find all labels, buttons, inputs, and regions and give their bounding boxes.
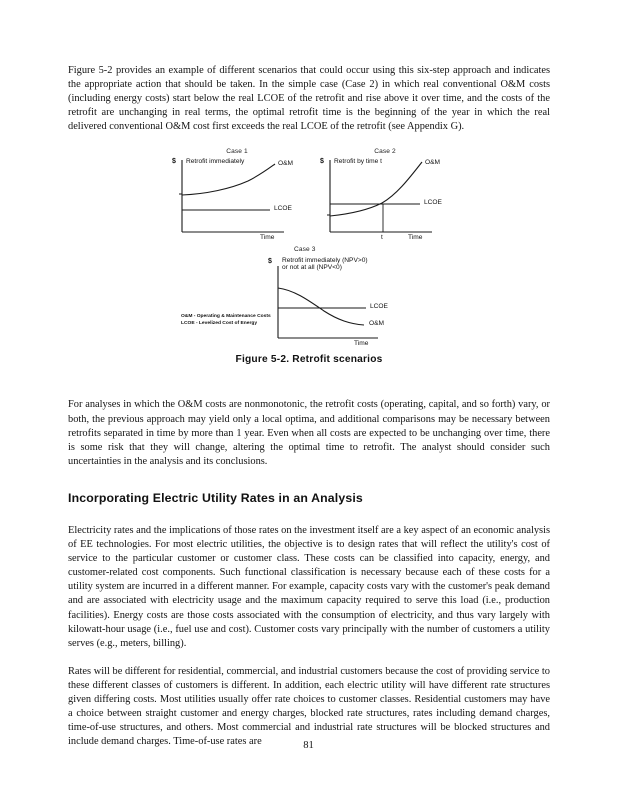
paragraph-2: For analyses in which the O&M costs are nonmonotonic, the retrofit costs (operating, capital, and so forth) vary, or both, the previous approach may yield only a local optima, and additional comparisons may be necessary between retrofits separated in time by more than 1 year. Even when all costs are expected to be unchanging over time, there is some risk that they will change, altering the optimal time to retrofit. The analyst should consider such uncertainties in the analysis and its conclusions. [68,399,550,467]
case-3-y-axis-label: $ [268,258,272,266]
case-2-series-lcoe-label: LCOE [424,199,442,207]
paragraph-4: Rates will be different for residential, commercial, and industrial customers because the cost of providing service to these different classes of customers is different. In addition, each electric utility will have different rate structures given differing costs. Most utilities usually offer rate choices to customer classes. Residential customers may have a choice between straight customer and energy charges, blocked rate structures, rates including demand charges, time-of-use structures, and others. Most commercial and industrial rate structures will be blocked structures and include demand charges. Time-of-use rates are [68,665,550,748]
case-1-x-axis-label: Time [260,234,275,242]
figure-5-2 [68,148,550,380]
case-3-series-om-label: O&M [369,320,385,328]
chart-case-2 [310,148,460,246]
section-heading-utility-rates: Incorporating Electric Utility Rates in an Analysis [68,490,363,505]
case-2-tick-label-t: t [381,234,383,242]
case-2-title: Case 2 [374,148,396,156]
case-1-annotation: Retrofit immediately [186,158,245,166]
page-content [68,64,550,749]
case-1-series-lcoe-label: LCOE [274,205,292,213]
paragraph-3: Electricity rates and the implications of those rates on the investment itself are a key aspect of an economic analysis of EE technologies. For most electric utilities, the objective is to design rates that will reflect the utility's cost of service to the particular customer or customer class. These costs can be classified into capacity, energy, and customer-related cost components. Such functional classification is necessary because each of these costs for a utility system are incurred in a different manner. For example, capacity costs vary with the customer's peak demand and are associated with electricity usage and the maximum capacity required to serve this load (i.e., production facilities). Energy costs are those costs associated with the consumption of electricity, and thus vary largely with kilowatt-hour usage (i.e., fuel use and cost). Customer costs vary principally with the number of customers a utility serves (e.g., meters, billing). [68,524,550,649]
case-3-annotation-line-2: or not at all (NPV<0) [282,264,342,272]
case-2-annotation: Retrofit by time t [334,158,383,166]
legend-line-lcoe: LCOE - Levelized Cost of Energy [181,321,258,327]
legend-line-om: O&M - Operating & Maintenance Costs [181,314,271,320]
chart-case-1 [162,148,312,246]
case-3-x-axis-label: Time [354,340,369,348]
case-1-series-om-label: O&M [278,160,294,168]
figure-legend [181,314,271,327]
chart-case-3 [236,246,396,354]
case-2-x-axis-label: Time [408,234,423,242]
case-3-series-lcoe-label: LCOE [370,303,388,311]
paragraph-1: Figure 5-2 provides an example of different scenarios that could occur using this six-step approach and indicates the appropriate action that should be taken. In the simple case (Case 2) in which real conventional O&M costs (including energy costs) start below the real LCOE of the retrofit and rise above it over time, and the costs of the retrofit are unchanging in real terms, the optimal retrofit time is the beginning of the year in which the real delivered conventional O&M cost first exceeds the real LCOE of the retrofit (see Appendix G). [68,65,550,133]
case-3-title: Case 3 [294,246,316,254]
page-number: 81 [303,740,314,751]
case-2-series-om-label: O&M [425,159,441,167]
case-2-y-axis-label: $ [320,158,324,166]
figure-caption: Figure 5-2. Retrofit scenarios [235,354,383,366]
case-3-annotation-line-1: Retrofit immediately (NPV>0) [282,257,368,265]
case-1-y-axis-label: $ [172,158,176,166]
case-1-title: Case 1 [226,148,248,156]
